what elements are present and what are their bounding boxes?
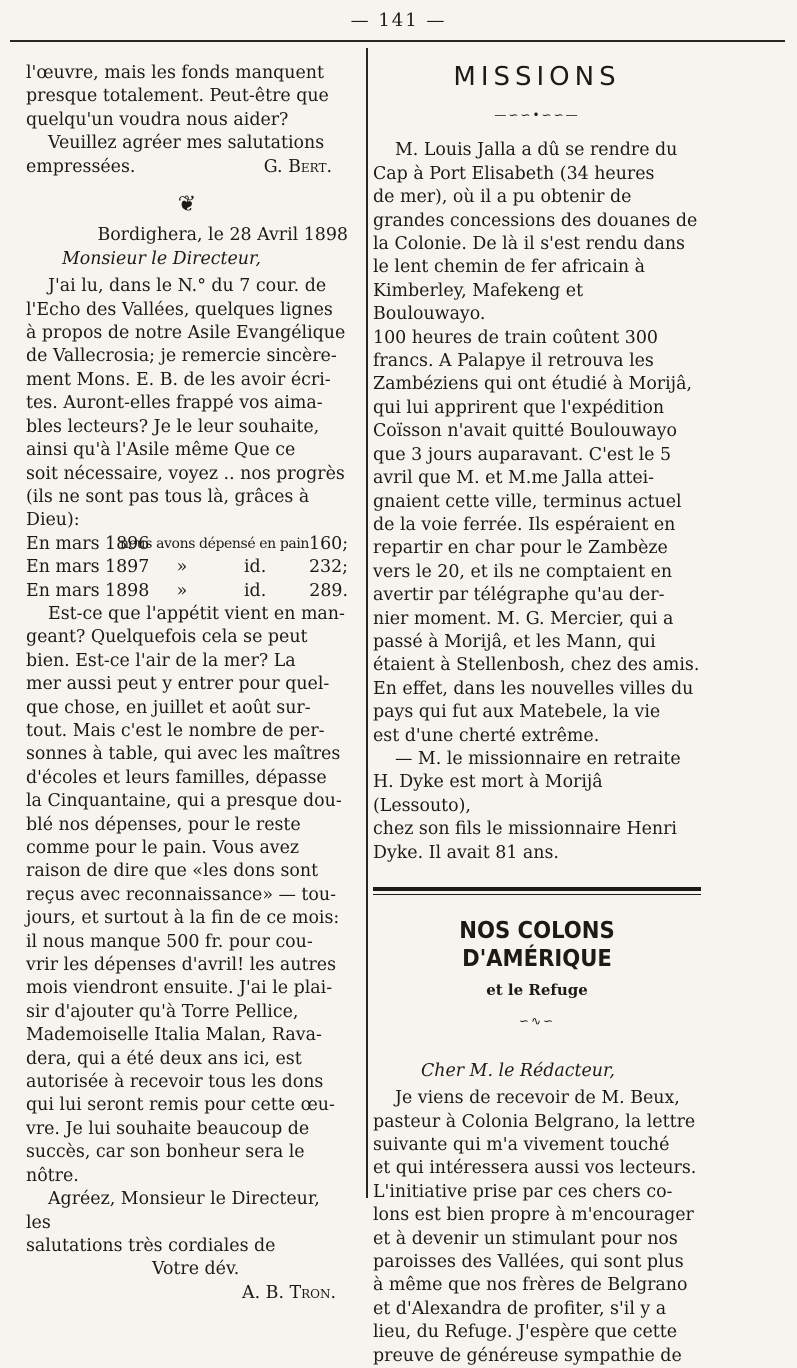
missions-line: est d'une cherté extrême.: [373, 725, 600, 746]
missions-heading: MISSIONS: [453, 62, 621, 92]
letter-line: Dieu):: [26, 510, 80, 531]
letter-line: raison de dire que «les dons sont: [26, 861, 319, 882]
letter-line: tes. Auront-elles frappé vos aima-: [26, 393, 323, 414]
letter-line: de Vallecrosia; je remercie sincère-: [26, 346, 337, 367]
flourish-icon: —∽∽•∽∽—: [494, 108, 580, 122]
letter-line: vrir les dépenses d'avril! les autres: [26, 955, 337, 976]
intro-line: quelqu'un voudra nous aider?: [26, 109, 289, 130]
expense-value: 160;: [309, 533, 349, 554]
letter-line: à propos de notre Asile Evangélique: [26, 323, 346, 344]
colons-line: L'initiative prise par ces chers co-: [373, 1181, 673, 1202]
missions-line: M. Louis Jalla a dû se rendre du: [395, 140, 678, 161]
salutation: Monsieur le Directeur,: [62, 248, 261, 269]
closing: Votre dév.: [152, 1259, 240, 1280]
missions-line: grandes concessions des douanes de: [373, 210, 698, 231]
missions-line: Coïsson n'avait quitté Boulouwayo: [373, 421, 677, 442]
colons-line: preuve de généreuse sympathie de: [373, 1345, 682, 1366]
missions-line: que 3 jours auparavant. C'est le 5: [373, 444, 672, 465]
letter-line: bien. Est-ce l'air de la mer? La: [26, 650, 296, 671]
letter-line: nôtre.: [26, 1165, 79, 1186]
missions-line: En effet, dans les nouvelles villes du: [373, 678, 694, 699]
colons-line: suivante qui m'a vivement touché: [373, 1135, 670, 1156]
dyke-line: H. Dyke est mort à Morijâ (Lessouto),: [373, 772, 603, 816]
letter-line: d'écoles et leurs familles, dépasse: [26, 767, 327, 788]
dyke-line: chez son fils le missionnaire Henri: [373, 819, 677, 840]
missions-line: vers le 20, et ils ne comptaient en: [373, 561, 673, 582]
ornament-icon: ❦: [177, 192, 197, 218]
dyke-line: Dyke. Il avait 81 ans.: [373, 842, 559, 863]
missions-line: de mer), où il a pu obtenir de: [373, 187, 632, 208]
missions-line: la Colonie. De là il s'est rendu dans: [373, 234, 685, 255]
colons-heading: NOS COLONS D'AMÉRIQUE: [459, 918, 615, 972]
expense-table: [26, 533, 348, 603]
missions-line: pays qui fut aux Matebele, la vie: [373, 702, 661, 723]
letter-line: bles lecteurs? Je le leur souhaite,: [26, 416, 320, 437]
letter-line: vre. Je lui souhaite beaucoup de: [26, 1118, 310, 1139]
expense-label: En mars 1897: [26, 557, 150, 578]
letter-line: que chose, en juillet et août sur-: [26, 697, 311, 718]
missions-line: Zambéziens qui ont étudié à Morijâ,: [373, 374, 692, 395]
colons-line: Je viens de recevoir de M. Beux,: [395, 1088, 680, 1109]
intro-line: Veuillez agréer mes salutations: [48, 133, 325, 154]
letter-line: comme pour le pain. Vous avez: [26, 838, 300, 858]
missions-line: nier moment. M. G. Mercier, qui a: [373, 608, 674, 629]
missions-line: avril que M. et M.me Jalla attei-: [373, 468, 655, 489]
letter-line: la Cinquantaine, qui a presque dou-: [26, 791, 342, 812]
letter-line: tout. Mais c'est le nombre de per-: [26, 720, 325, 741]
letter-line: il nous manque 500 fr. pour cou-: [26, 931, 313, 952]
letter-line: blé nos dépenses, pour le reste: [26, 814, 301, 835]
salutation: Cher M. le Rédacteur,: [421, 1060, 615, 1081]
colons-line: paroisses des Vallées, qui sont plus: [373, 1252, 684, 1273]
letter-line: Est-ce que l'appétit vient en man-: [48, 603, 345, 624]
missions-line: étaient à Stellenbosh, chez des amis.: [373, 655, 700, 676]
signature-line: [26, 156, 348, 179]
top-rule: [10, 40, 785, 42]
section-rule: [373, 887, 701, 891]
expense-label: En mars 1898: [26, 580, 150, 601]
missions-line: le lent chemin de fer africain à: [373, 257, 645, 278]
expense-value: 232;: [308, 557, 348, 578]
letter-line: dera, qui a été deux ans ici, est: [26, 1048, 302, 1069]
letter-line: mois viendront ensuite. J'ai le plai-: [26, 978, 333, 999]
missions-line: 100 heures de train coûtent 300: [373, 327, 658, 348]
expense-desc: »: [176, 580, 188, 601]
closing-word: empressées.: [26, 156, 136, 177]
section-rule-thin: [373, 894, 701, 895]
colons-line: et qui intéressera aussi vos lecteurs.: [373, 1158, 697, 1179]
letter-line: succès, car son bonheur sera le: [26, 1142, 305, 1163]
expense-desc: »: [176, 557, 188, 578]
expense-id: id.: [244, 580, 267, 601]
column-divider: [366, 48, 368, 1198]
expense-desc: nous avons dépensé en pain: [120, 535, 310, 552]
left-column: [26, 62, 348, 1305]
colons-line: à même que nos frères de Belgrano: [373, 1275, 688, 1296]
expense-row: [26, 533, 348, 556]
missions-line: passé à Morijâ, et les Mann, qui: [373, 631, 656, 652]
missions-line: repartir en char pour le Zambèze: [373, 538, 668, 559]
right-column: [373, 62, 701, 1368]
colons-line: et à devenir un stimulant pour nos: [373, 1228, 678, 1249]
missions-line: Cap à Port Elisabeth (34 heures: [373, 163, 655, 184]
expense-id: id.: [244, 557, 267, 578]
signature-bert: G. Bert.: [263, 156, 332, 177]
colons-line: lons est bien propre à m'encourager: [373, 1205, 694, 1226]
expense-row: [26, 556, 348, 579]
colons-subheading: et le Refuge: [486, 981, 588, 999]
letter-line: ainsi qu'à l'Asile même Que ce: [26, 440, 296, 461]
dyke-line: — M. le missionnaire en retraite: [395, 748, 681, 769]
letter-line: J'ai lu, dans le N.° du 7 cour. de: [48, 276, 327, 297]
farewell-line: Agréez, Monsieur le Directeur, les: [26, 1189, 320, 1233]
expense-row: [26, 580, 348, 603]
letter-line: (ils ne sont pas tous là, grâces à: [26, 486, 310, 507]
letter-line: l'Echo des Vallées, quelques lignes: [26, 299, 333, 320]
farewell-line: salutations très cordiales de: [26, 1235, 276, 1256]
missions-line: Kimberley, Mafekeng et Boulouwayo.: [373, 280, 584, 325]
letter-line: jours, et surtout à la fin de ce mois:: [26, 908, 340, 929]
letter-line: mer aussi peut y entrer pour quel-: [26, 674, 330, 695]
letter-line: qui lui seront remis pour cette œu-: [26, 1095, 335, 1116]
letter-line: reçus avec reconnaissance» — tou-: [26, 884, 336, 905]
expense-value: 289.: [309, 580, 348, 601]
colons-line: et d'Alexandra de profiter, s'il y a: [373, 1298, 667, 1319]
flourish-icon: ∽∿∽: [518, 1014, 556, 1029]
letter-line: sir d'ajouter qu'à Torre Pellice,: [26, 1001, 299, 1022]
missions-line: de la voie ferrée. Ils espéraient en: [373, 514, 676, 535]
colons-line: pasteur à Colonia Belgrano, la lettre: [373, 1111, 696, 1132]
letter-line: geant? Quelquefois cela se peut: [26, 627, 308, 648]
missions-line: avertir par télégraphe qu'au der-: [373, 585, 665, 606]
signature-tron: A. B. Tron.: [242, 1282, 336, 1303]
colons-line: lieu, du Refuge. J'espère que cette: [373, 1322, 678, 1343]
letter-line: Mademoiselle Italia Malan, Rava-: [26, 1025, 322, 1046]
expense-label: En mars 1896: [26, 533, 150, 554]
missions-line: gnaient cette ville, terminus actuel: [373, 491, 682, 512]
letter-line: soit nécessaire, voyez .. nos progrès: [26, 463, 345, 484]
letter-line: sonnes à table, qui avec les maîtres: [26, 744, 341, 765]
intro-line: l'œuvre, mais les fonds manquent: [26, 63, 324, 83]
intro-line: presque totalement. Peut-être que: [26, 86, 329, 107]
place-date: Bordighera, le 28 Avril 1898: [97, 225, 348, 246]
missions-line: qui lui apprirent que l'expédition: [373, 397, 665, 418]
letter-line: ment Mons. E. B. de les avoir écri-: [26, 369, 331, 390]
letter-line: autorisée à recevoir tous les dons: [26, 1072, 324, 1093]
missions-line: francs. A Palapye il retrouva les: [373, 351, 654, 372]
page-number: — 141 —: [350, 10, 447, 31]
